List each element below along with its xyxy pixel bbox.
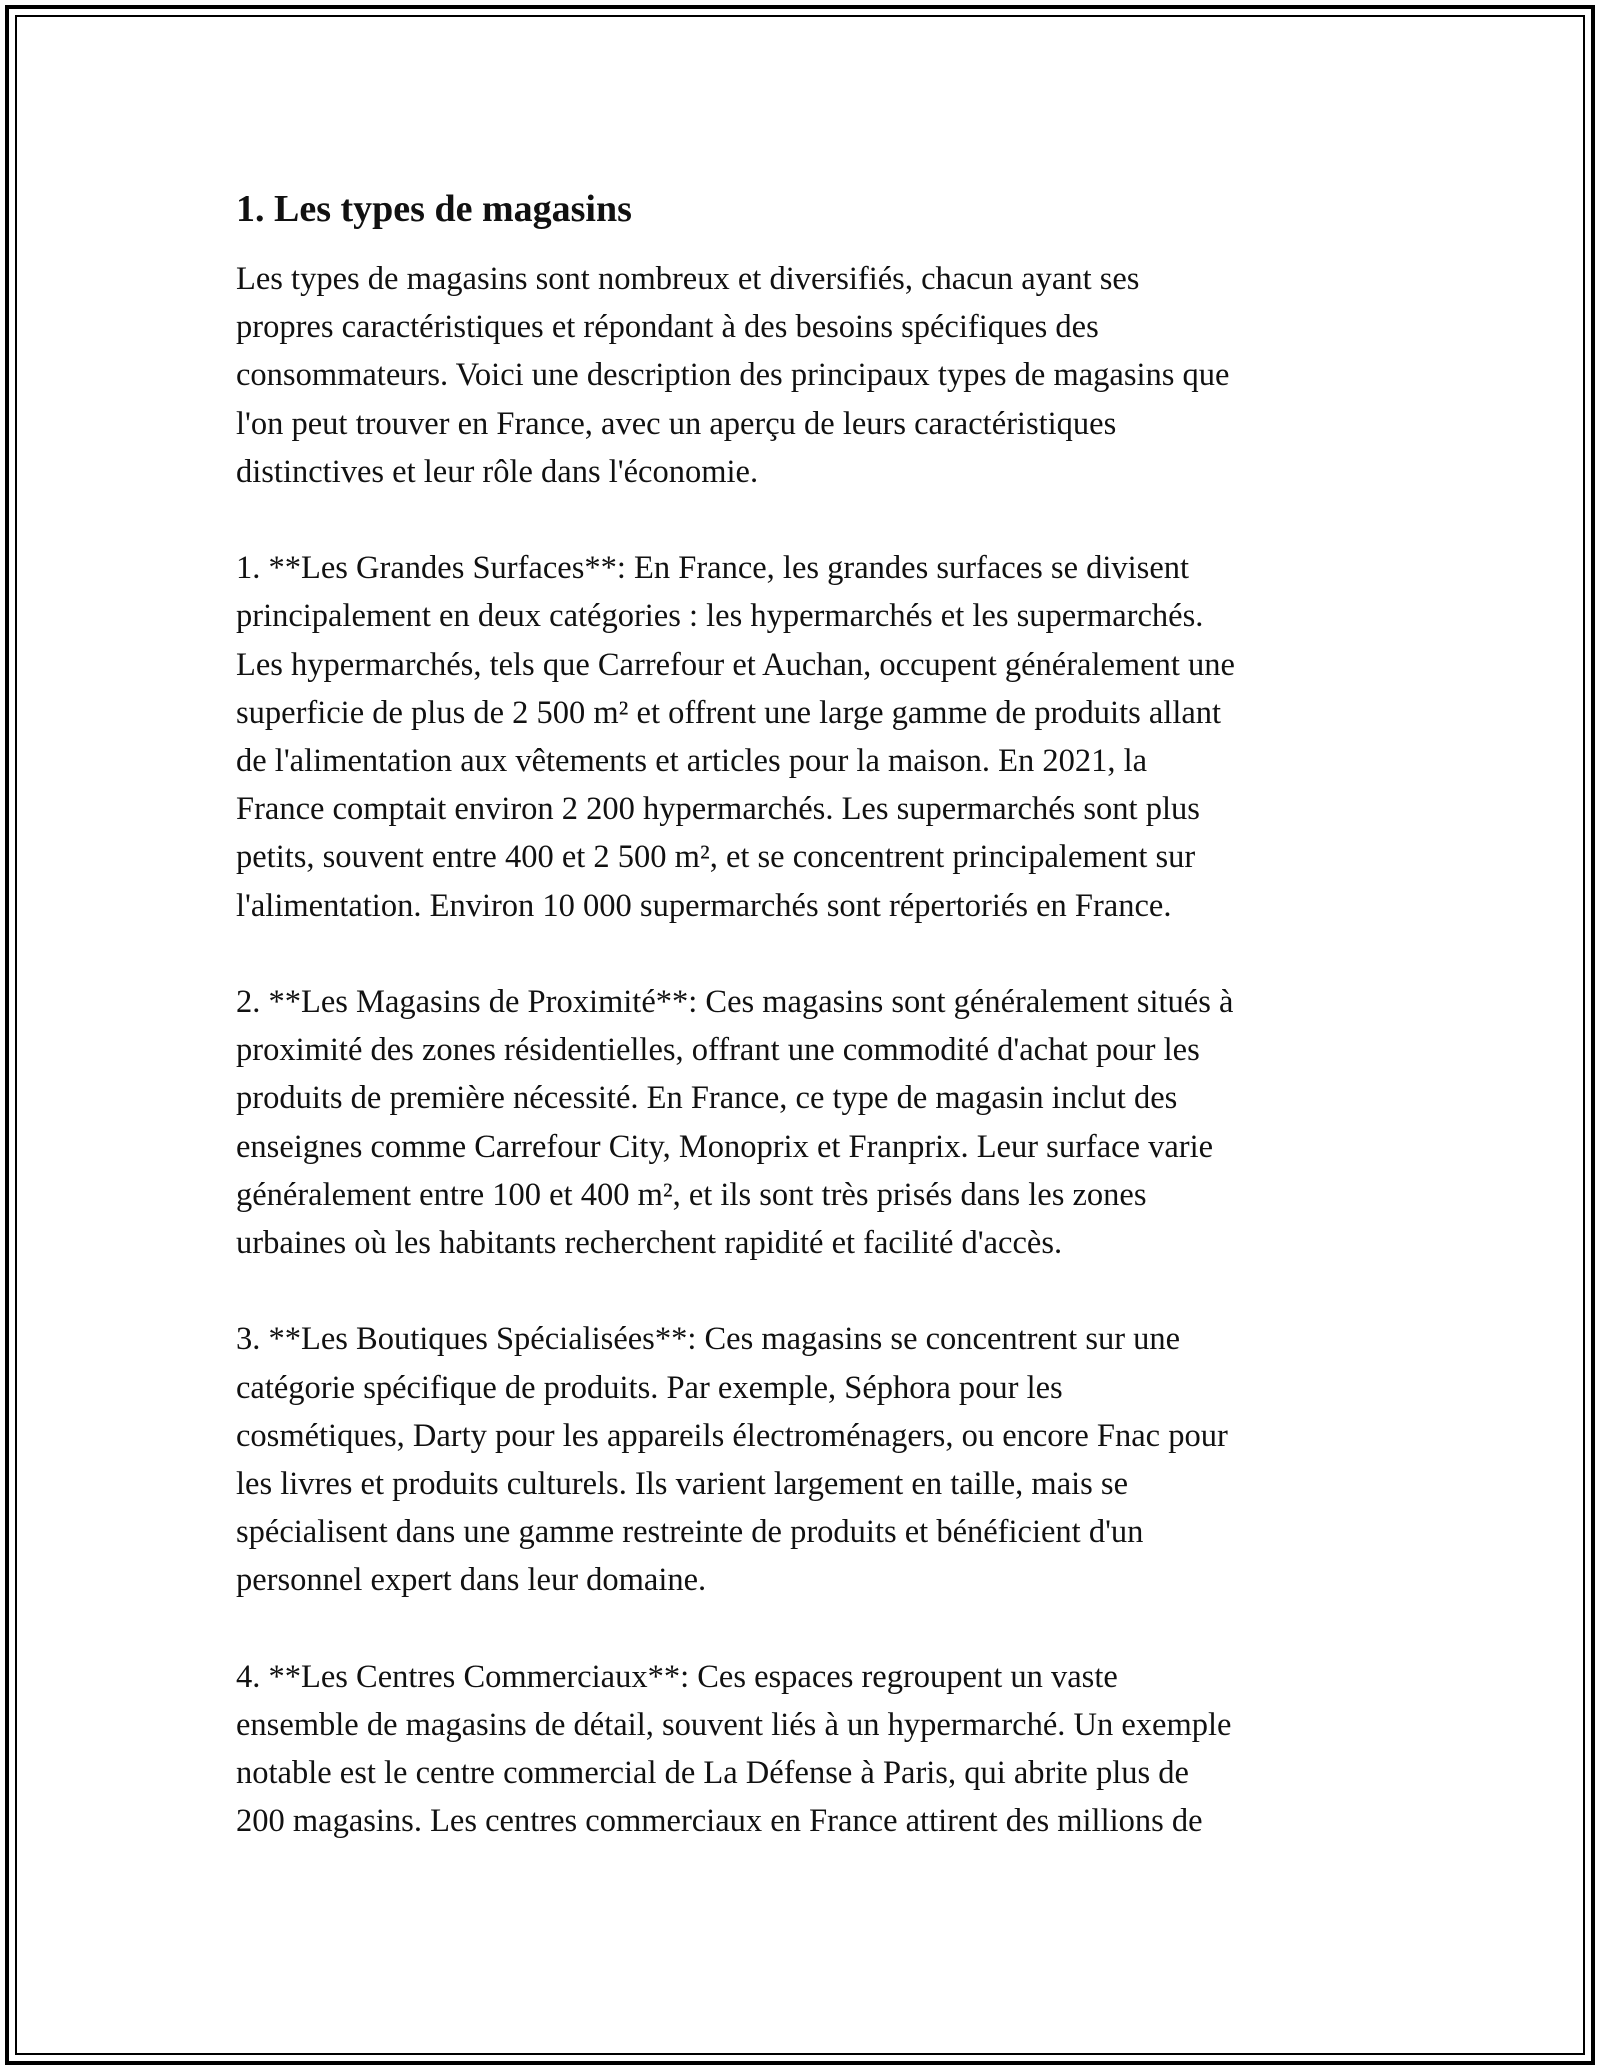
paragraph-centres-commerciaux: 4. **Les Centres Commerciaux**: Ces espaces regroupent un vaste ensemble de magasins de détail, souvent liés à un hypermarché. Un exemple notable est le centre commercial de La Défense à Paris, qui abrite plus de 200 magasins. Les centres commerciaux en France attirent des millions de [236,1658,1232,1840]
paragraph-magasins-proximite: 2. **Les Magasins de Proximité**: Ces magasins sont généralement situés à proximité des zones résidentielles, offrant une commodité d'achat pour les produits de première nécessité. En France, ce type de magasin inclut des enseignes comme Carrefour City, Monoprix et Franprix. Leur surface varie généralement entre 100 et 400 m², et ils sont très prisés dans les zones urbaines où les habitants recherchent rapidité et facilité d'accès. [236,984,1234,1262]
paragraph-boutiques-specialisees: 3. **Les Boutiques Spécialisées**: Ces magasins se concentrent sur une catégorie spécifique de produits. Par exemple, Séphora pour les cosmétiques, Darty pour les appareils électroménagers, ou encore Fnac pour les livres et produits culturels. Ils varient largement en taille, mais se spécialisent dans une gamme restreinte de produits et bénéficient d'un personnel expert dans leur domaine. [236,1321,1228,1599]
intro-paragraph: Les types de magasins sont nombreux et diversifiés, chacun ayant ses propres caractéristiques et répondant à des besoins spécifiques des consommateurs. Voici une description des principaux types de magasins que l'on peut trouver en France, avec un aperçu de leurs caractéristiques distinctives et leur rôle dans l'économie. [236,261,1230,490]
paragraph-grandes-surfaces: 1. **Les Grandes Surfaces**: En France, les grandes surfaces se divisent principalement en deux catégories : les hypermarchés et les supermarchés. Les hypermarchés, tels que Carrefour et Auchan, occupent généralement une superficie de plus de 2 500 m² et offrent une large gamme de produits allant de l'alimentation aux vêtements et articles pour la maison. En 2021, la France comptait environ 2 200 hypermarchés. Les supermarchés sont plus petits, souvent entre 400 et 2 500 m², et se concentrent principalement sur l'alimentation. Environ 10 000 supermarchés sont répertoriés en France. [236,550,1235,924]
document-body [236,185,1376,1894]
section-heading: 1. Les types de magasins [236,188,632,230]
